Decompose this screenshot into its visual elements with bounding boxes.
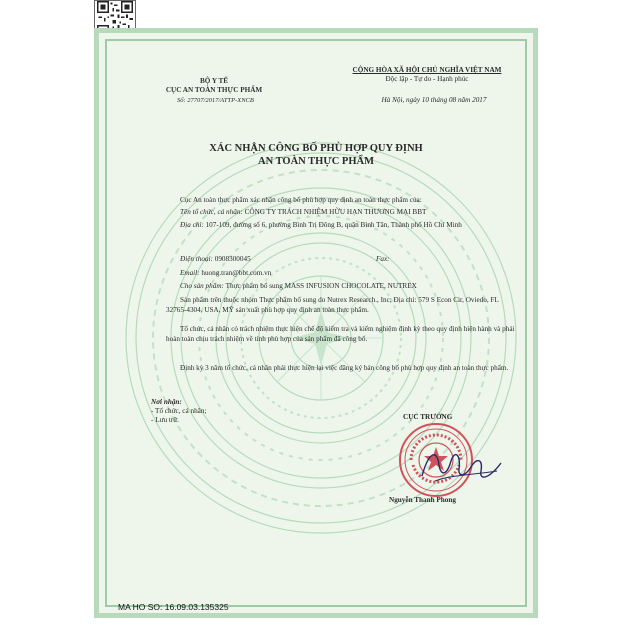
document-subtitle: AN TOÀN THỰC PHẨM [258, 156, 374, 167]
recipient-item: - Lưu trữ. [151, 416, 179, 424]
place-and-date: Hà Nội, ngày 10 tháng 08 năm 2017 [381, 96, 487, 104]
address-label: Địa chỉ: [180, 221, 204, 229]
certificate [94, 28, 538, 618]
org-row [180, 208, 426, 217]
paragraph-renewal: Định kỳ 3 năm tổ chức, cá nhân phải thực hiện lại việc đăng ký bản công bố phù hợp quy định an toàn thực phẩm. [180, 364, 509, 372]
recipients-heading: Nơi nhận: [151, 398, 182, 406]
org-value: CÔNG TY TRÁCH NHIỆM HỮU HẠN THƯƠNG MẠI BBT [244, 208, 427, 216]
email-value: huong.tran@bbt.com.vn [201, 269, 272, 277]
paragraph-manufacturer: Sản phẩm trên thuộc nhóm Thực phẩm bổ sung do Nutrex Research., Inc; Địa chỉ: 579 S Econ Cir, Oviedo, FL 32765-4304, USA, MỸ sản xuất phù hợp quy định an toàn thực phẩm. [166, 296, 499, 314]
recipient-item: - Tổ chức, cá nhân; [151, 407, 207, 415]
email-row [180, 269, 271, 278]
email-label: Email: [180, 269, 200, 277]
product-row [180, 282, 417, 291]
org-label: Tên tổ chức, cá nhân: [180, 208, 243, 216]
ministry-name: BỘ Y TẾ [199, 77, 229, 85]
dossier-code: MA HO SO: 16.09.03.135325 [118, 602, 229, 612]
product-value: Thực phẩm bổ sung MASS INFUSION CHOCOLATE, NUTREX [225, 282, 417, 290]
signer-name: Nguyễn Thanh Phong [389, 496, 456, 504]
document-number: Số: 27707/2017/ATTP-XNCB [177, 97, 254, 104]
intro-text: Cục An toàn thực phẩm xác nhận công bố phù hợp quy định an toàn thực phẩm của: [180, 196, 422, 204]
phone-label: Điện thoại: [180, 255, 213, 263]
phone-value: 0908300045 [214, 255, 251, 263]
fax-label: Fax: [376, 255, 390, 263]
signer-role: CỤC TRƯỞNG [403, 413, 453, 421]
document-title: XÁC NHẬN CÔNG BỐ PHÙ HỢP QUY ĐỊNH [209, 143, 423, 154]
phone-row [180, 255, 251, 264]
product-label: Cho sản phẩm: [180, 282, 224, 290]
paragraph-responsibility: Tổ chức, cá nhân có trách nhiệm thực hiện chế độ kiểm tra và kiểm nghiệm định kỳ theo quy định hiện hành và phải hoàn toàn chịu trách nhiệm về tính phù hợp của sản phẩm đã công bố. [166, 325, 515, 343]
address-row [166, 221, 516, 231]
department-name: CỤC AN TOÀN THỰC PHẨM [165, 86, 263, 94]
country-name: CỘNG HÒA XÃ HỘI CHỦ NGHĨA VIỆT NAM [352, 66, 502, 74]
national-motto: Độc lập - Tự do - Hạnh phúc [385, 75, 469, 83]
handwritten-signature [417, 441, 507, 491]
address-value: 107-109, đường số 6, phường Bình Trị Đông B, quận Bình Tân, Thành phố Hồ Chí Minh [205, 221, 462, 229]
